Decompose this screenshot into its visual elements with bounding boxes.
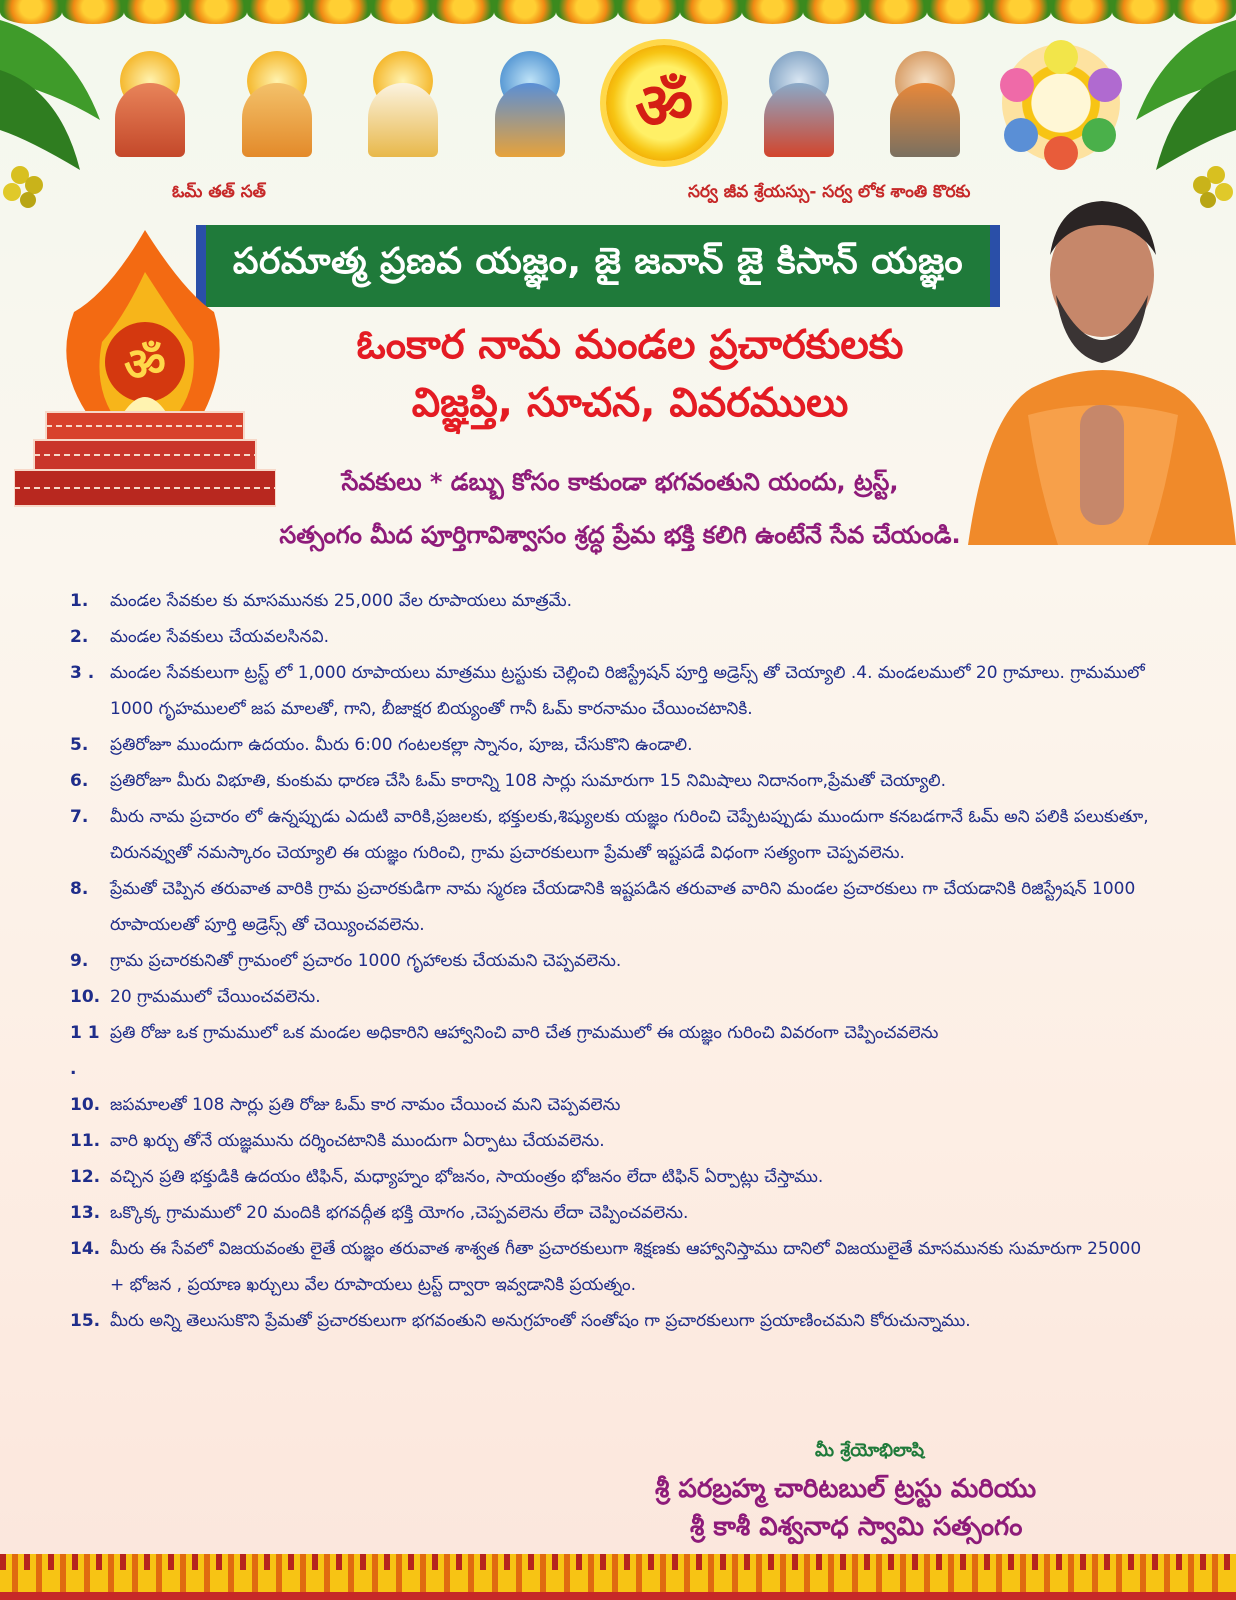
- brahma-icon: [227, 43, 327, 163]
- shiva-parvati-icon: [749, 43, 849, 163]
- interfaith-emblem-icon: [1002, 44, 1120, 162]
- well-wisher-label: మీ శ్రేయోభిలాషి: [815, 1440, 925, 1461]
- list-item: 11. వారి ఖర్చు తోనే యజ్ఞమును దర్శించటానికి ముందుగా ఏర్పాటు చేయవలెను.: [70, 1131, 605, 1151]
- svg-text:ॐ: ॐ: [124, 337, 166, 391]
- trust-name: శ్రీ పరబ్రహ్మ చారిటబుల్ ట్రస్టు మరియు: [655, 1474, 1037, 1504]
- list-item: 10. జపమాలతో 108 సార్లు ప్రతి రోజు ఓమ్ కార నామం చేయించ మని చెప్పవలెను: [70, 1095, 621, 1115]
- list-item: 1. మండల సేవకుల కు మాసమునకు 25,000 వేల రూపాయలు మాత్రమే.: [70, 591, 572, 611]
- intro-line-1: సేవకులు * డబ్బు కోసం కాకుండా భగవంతుని యందు, ట్రస్ట్,: [341, 468, 899, 496]
- list-item: 10. 20 గ్రామములో చేయించవలెను.: [70, 987, 321, 1007]
- decorative-border-bottom: [0, 1554, 1236, 1600]
- deity-row: [100, 38, 1120, 168]
- om-tat-sat-caption: ఓమ్ తత్ సత్: [172, 182, 266, 202]
- list-item: 8. ప్రేమతో చెప్పిన తరువాత వారికి గ్రామ ప్రచారకుడిగా నామ స్మరణ చేయడానికి ఇష్టపడిన తరువాత వారిని మండల ప్రచారకులు గా చేయడానికి రిజిస్ట్రేషన్ 1000 రూపాయలతో పూర్తి అడ్రెస్స్ తో చెయ్యించవలెను.: [70, 879, 1136, 935]
- list-item: 2. మండల సేవకులు చేయవలసినవి.: [70, 627, 330, 647]
- ganesha-icon: [100, 43, 200, 163]
- satsangam-name: శ్రీ కాశీ విశ్వనాధ స్వామి సత్సంగం: [690, 1512, 1023, 1542]
- list-item: 3 . మండల సేవకులుగా ట్రస్ట్ లో 1,000 రూపాయలు మాత్రము ట్రస్టుకు చెల్లించి రిజిస్ట్రేషన్ పూర్తి అడ్రెస్స్ తో చెయ్యాలి .4. మండలములో 20 గ్రామాలు. గ్రామములో 1000 గృహములలో జప మాలతో, గాని, బీజాక్షర బియ్యంతో గానీ ఓమ్ కారనామం చేయించటానికి.: [70, 663, 1145, 719]
- blessing-caption: సర్వ జీవ శ్రేయస్సు- సర్వ లోక శాంతి కొరకు: [688, 182, 971, 202]
- list-item: 12. వచ్చిన ప్రతి భక్తుడికి ఉదయం టిఫిన్, మధ్యాహ్నం భోజనం, సాయంత్రం భోజనం లేదా టిఫిన్ ఏర్పాట్లు చేస్తాము.: [70, 1167, 824, 1187]
- list-item: 6. ప్రతిరోజూ మీరు విభూతి, కుంకుమ ధారణ చేసి ఓమ్ కారాన్ని 108 సార్లు సుమారుగా 15 నిమిషాలు నిదానంగా,ప్రేమతో చెయ్యాలి.: [70, 771, 947, 791]
- list-item: 7. మీరు నామ ప్రచారం లో ఉన్నప్పుడు ఎదుటి వారికి,ప్రజలకు, భక్తులకు,శిష్యులకు యజ్ఞం గురించి చెప్పేటప్పుడు ముందుగా కనబడగానే ఓమ్ అని పలికి పలుకుతూ, చిరునవ్వుతో నమస్కారం చెయ్యాలి ఈ యజ్ఞం గురించి, గ్రామ ప్రచారకులుగా ప్రేమతో ఇష్టపడే విధంగా సత్యంగా చెప్పవలెను.: [70, 807, 1149, 863]
- list-item: 1 1 . ప్రతి రోజు ఒక గ్రామములో ఒక మండల అధికారిని ఆహ్వానించి వారి చేత గ్రామములో ఈ యజ్ఞం గురించి వివరంగా చెప్పించవలెను: [70, 1023, 939, 1079]
- list-item: 14. మీరు ఈ సేవలో విజయవంతు లైతే యజ్ఞం తరువాత శాశ్వత గీతా ప్రచారకులుగా శిక్షణకు ఆహ్వానిస్తాము దానిలో విజయులైతే మాసమునకు సుమారుగా 25000 + భోజన , ప్రయాణ ఖర్చులు వేల రూపాయలు ట్రస్ట్ ద్వారా ఇవ్వడానికి ప్రయత్నం.: [70, 1239, 1142, 1295]
- list-item: 15. మీరు అన్ని తెలుసుకొని ప్రేమతో ప్రచారకులుగా భగవంతుని అనుగ్రహంతో సంతోషం గా ప్రచారకులుగా ప్రయాణించమని కోరుచున్నాము.: [70, 1311, 971, 1331]
- saraswati-icon: [353, 43, 453, 163]
- headline-line-1: ఓంకార నామ మండల ప్రచారకులకు: [356, 322, 904, 368]
- list-item: 9. గ్రామ ప్రచారకునితో గ్రామంలో ప్రచారం 1000 గృహాలకు చేయమని చెప్పవలెను.: [70, 951, 622, 971]
- guru-icon: [875, 43, 975, 163]
- banana-leaves-left-icon: [0, 0, 110, 210]
- list-item: 13. ఒక్కొక్క గ్రామములో 20 మందికి భగవద్గీత భక్తి యోగం ,చెప్పవలెను లేదా చెప్పించవలెను.: [70, 1203, 689, 1223]
- marigold-garland: [0, 0, 1236, 26]
- headline-line-2: విజ్ఞప్తి, సూచన, వివరములు: [411, 380, 849, 426]
- title-banner: పరమాత్మ ప్రణవ యజ్ఞం, జై జవాన్ జై కిసాన్ యజ్ఞం: [196, 225, 1000, 307]
- vishnu-lakshmi-icon: [480, 43, 580, 163]
- instruction-list: [70, 583, 1160, 1339]
- banana-leaves-right-icon: [1126, 0, 1236, 210]
- list-item: 5. ప్రతిరోజూ ముందుగా ఉదయం. మీరు 6:00 గంటలకల్లా స్నానం, పూజ, చేసుకొని ఉండాలి.: [70, 735, 693, 755]
- intro-line-2: సత్సంగం మీద పూర్తిగావిశ్వాసం శ్రద్ధ ప్రేమ భక్తి కలిగి ఉంటేనే సేవ చేయండి.: [279, 521, 961, 549]
- om-icon: ॐ: [606, 45, 722, 161]
